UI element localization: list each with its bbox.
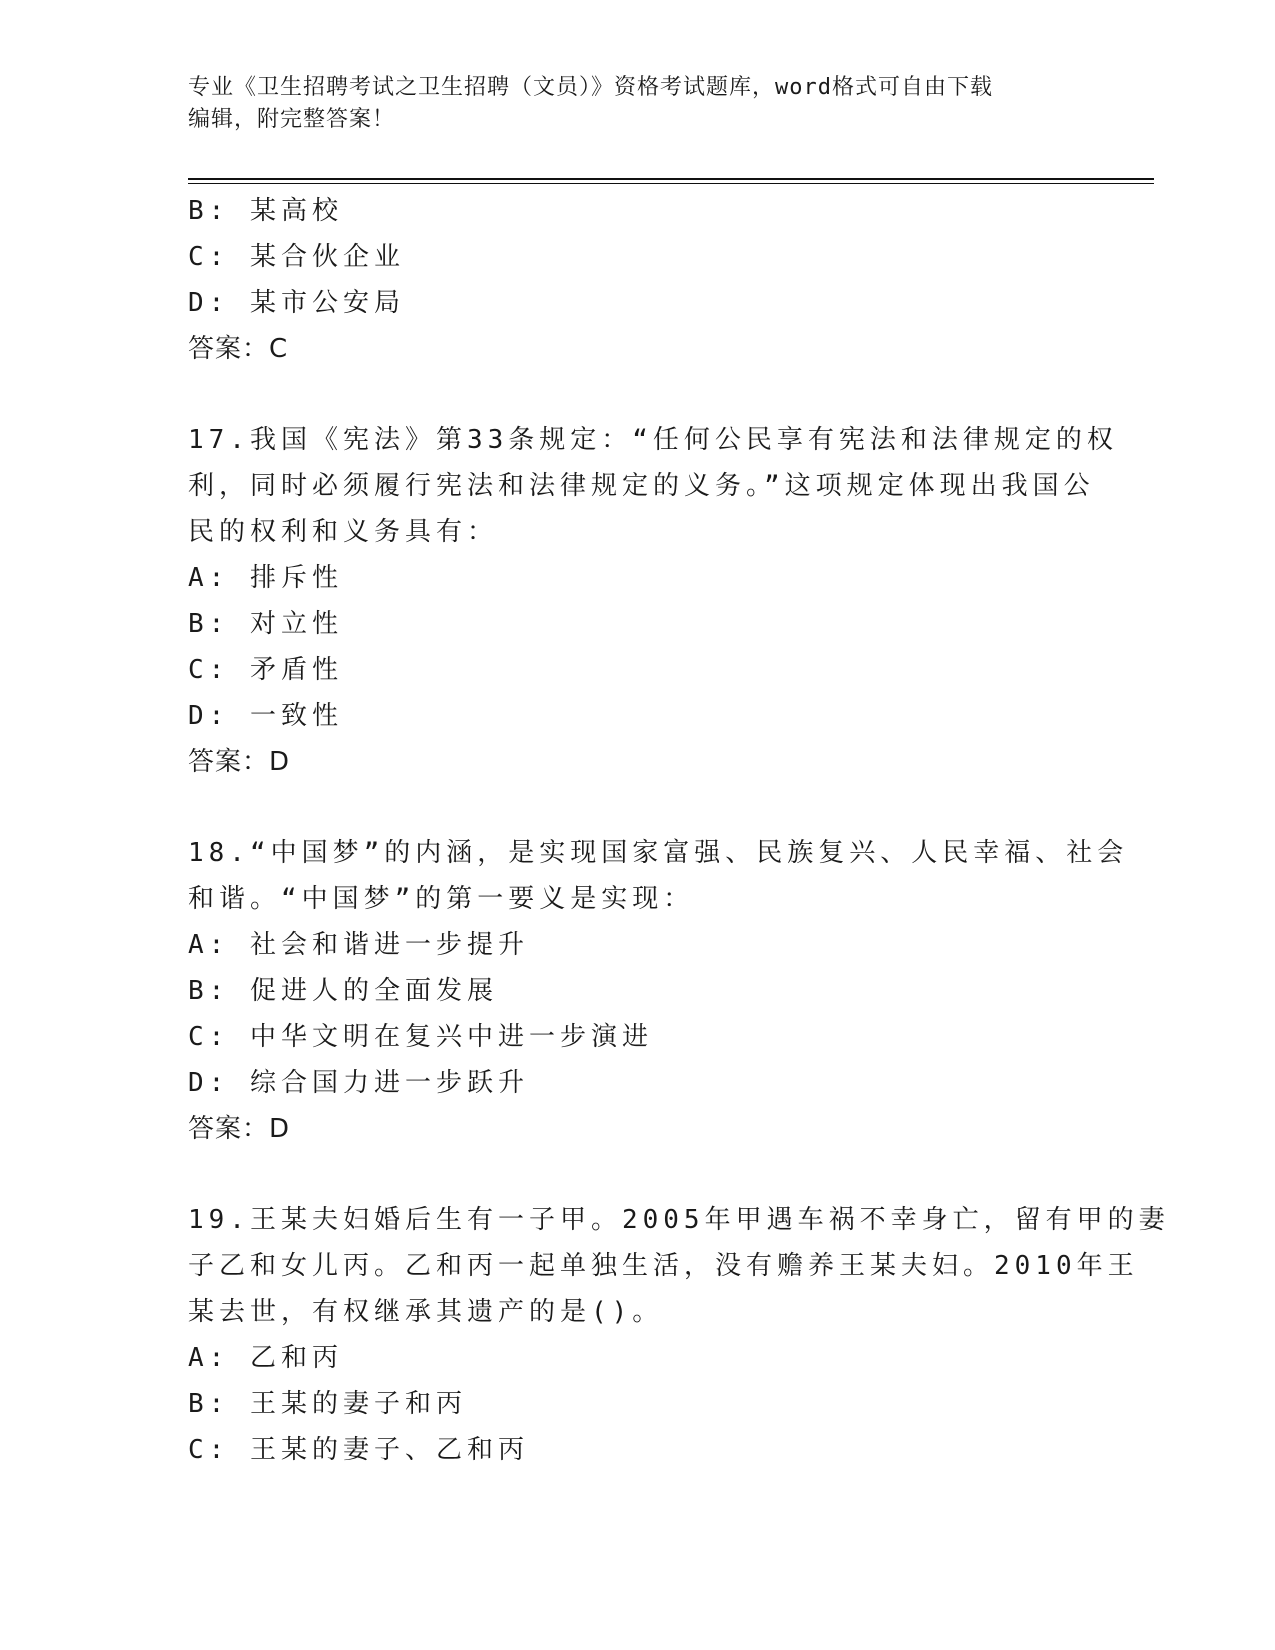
question-stem-line: 利，同时必须履行宪法和法律规定的义务。”这项规定体现出我国公 bbox=[188, 471, 1095, 501]
option-d: D: 一致性 bbox=[188, 701, 343, 731]
header-line-1: 专业《卫生招聘考试之卫生招聘（文员）》资格考试题库，word格式可自由下载 bbox=[188, 75, 993, 100]
question-stem-line: 民的权利和义务具有： bbox=[188, 517, 499, 547]
option-c: C: 某合伙企业 bbox=[188, 242, 405, 272]
option-b: B: 对立性 bbox=[188, 609, 343, 639]
question-content bbox=[188, 188, 1170, 1473]
option-c: C: 中华文明在复兴中进一步演进 bbox=[188, 1022, 653, 1052]
option-b: B: 某高校 bbox=[188, 196, 343, 226]
question-stem-line: 18.“中国梦”的内涵，是实现国家富强、民族复兴、人民幸福、社会 bbox=[188, 838, 1129, 868]
question-stem-line: 子乙和女儿丙。乙和丙一起单独生活，没有赡养王某夫妇。2010年王 bbox=[188, 1251, 1139, 1281]
question-17 bbox=[188, 417, 1118, 785]
question-stem-line: 17.我国《宪法》第33条规定：“任何公民享有宪法和法律规定的权 bbox=[188, 425, 1118, 455]
option-b: B: 促进人的全面发展 bbox=[188, 976, 498, 1006]
header-line-2: 编辑，附完整答案！ bbox=[188, 107, 396, 132]
question-stem-line: 某去世，有权继承其遗产的是()。 bbox=[188, 1297, 664, 1327]
spacer bbox=[188, 1152, 1088, 1197]
option-c: C: 矛盾性 bbox=[188, 655, 343, 685]
answer-line: 答案：D bbox=[188, 747, 291, 777]
option-c: C: 王某的妻子、乙和丙 bbox=[188, 1435, 529, 1465]
question-stem-line: 和谐。“中国梦”的第一要义是实现： bbox=[188, 884, 695, 914]
option-a: A: 社会和谐进一步提升 bbox=[188, 930, 529, 960]
option-d: D: 某市公安局 bbox=[188, 288, 405, 318]
answer-line: 答案：C bbox=[188, 334, 289, 364]
header-divider-thick bbox=[188, 178, 1154, 180]
answer-line: 答案：D bbox=[188, 1114, 291, 1144]
option-b: B: 王某的妻子和丙 bbox=[188, 1389, 467, 1419]
option-a: A: 排斥性 bbox=[188, 563, 343, 593]
question-stem-line: 19.王某夫妇婚后生有一子甲。2005年甲遇车祸不幸身亡，留有甲的妻 bbox=[188, 1205, 1170, 1235]
header-divider-thin bbox=[188, 183, 1154, 184]
document-header bbox=[188, 72, 1068, 136]
question-18 bbox=[188, 830, 1129, 1152]
spacer bbox=[188, 785, 1088, 830]
question-16-continued bbox=[188, 188, 1088, 372]
option-a: A: 乙和丙 bbox=[188, 1343, 343, 1373]
option-d: D: 综合国力进一步跃升 bbox=[188, 1068, 529, 1098]
spacer bbox=[188, 372, 1088, 417]
question-19 bbox=[188, 1197, 1170, 1473]
